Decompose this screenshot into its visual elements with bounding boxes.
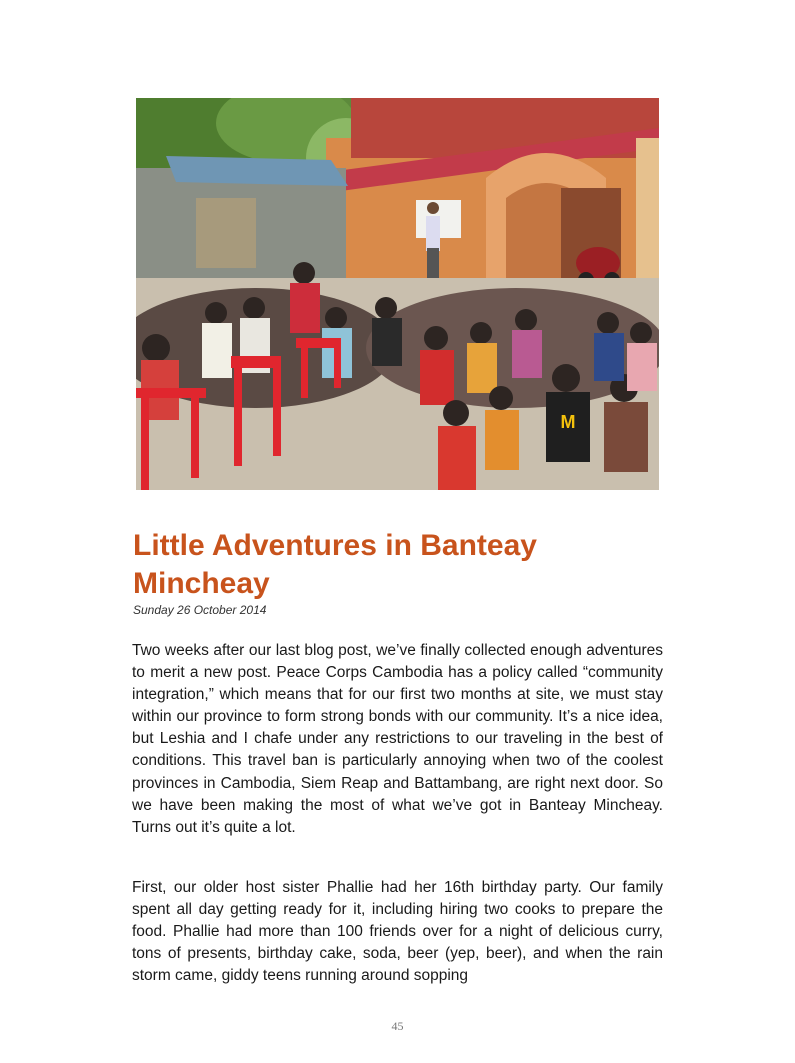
article-title: Little Adventures in Banteay Mincheay	[133, 529, 537, 600]
article-date: Sunday 26 October 2014	[133, 603, 267, 617]
article-paragraph: Two weeks after our last blog post, we’ve finally collected enough adventures to merit a new post. Peace Corps Cambodia has a policy called “community integration,” which means that for our first two months at site, we must stay within our province to form strong bonds with our community. It’s a nice idea, but Leshia and I chafe under any restrictions to our traveling in the best of conditions. This travel ban is particularly annoying when two of the coolest provinces in Cambodia, Siem Reap and Battambang, are right next door. So we have been making the most of what we’ve got in Banteay Mincheay. Turns out it’s quite a lot.	[132, 642, 663, 836]
article-photo	[136, 98, 659, 490]
shirt-logo: M	[560, 412, 576, 432]
page-number: 45	[391, 1019, 404, 1033]
article-paragraph: First, our older host sister Phallie had her 16th birthday party. Our family spent all day getting ready for it, including hiring two cooks to prepare the food. Phallie had more than 100 friends over for a night of delicious curry, tons of presents, birthday cake, soda, beer (yep, beer), and when the rain storm came, giddy teens running around sopping	[132, 879, 663, 985]
